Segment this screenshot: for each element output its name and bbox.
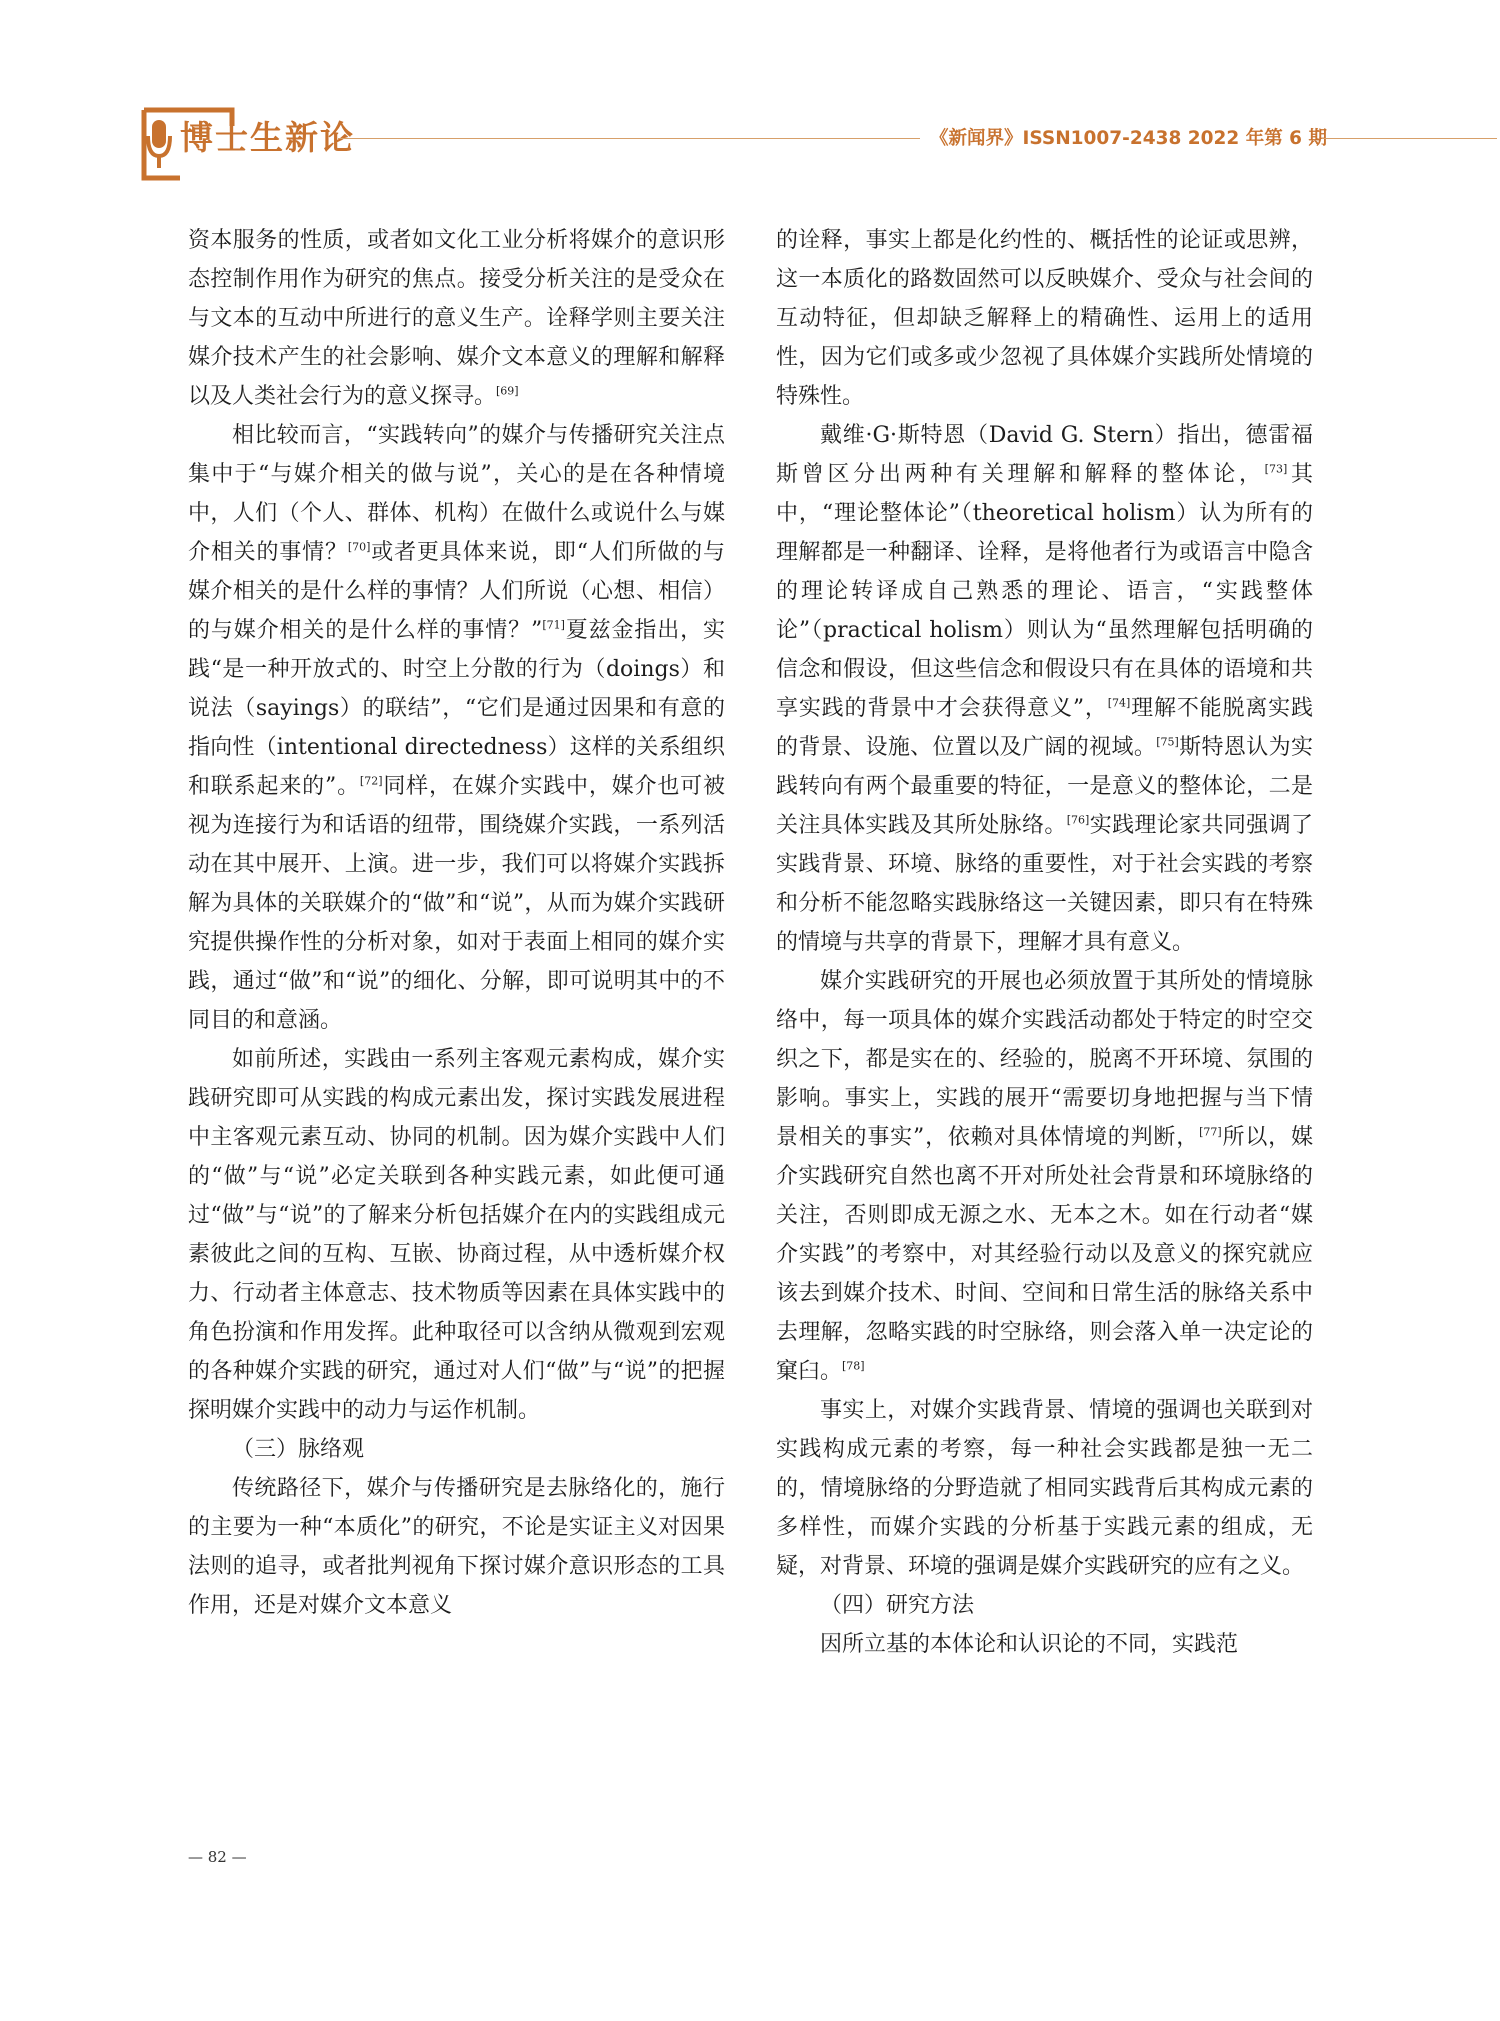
- paragraph-text: （四）研究方法: [820, 1593, 975, 1618]
- paragraph: [776, 221, 1313, 416]
- header-rule-left: [338, 138, 920, 139]
- paragraph-text: 斯特恩认为实践转向有两个最重要的特征，一是意义的整体论，二是关注具体实践及其所处脉络。: [776, 735, 1313, 838]
- paragraph: [776, 1625, 1313, 1664]
- paragraph: [188, 1469, 725, 1625]
- citation-marker: [74]: [1107, 696, 1131, 710]
- paragraph-text: 同样，在媒介实践中，媒介也可被视为连接行为和话语的纽带，围绕媒介实践，一系列活动在其中展开、上演。进一步，我们可以将媒介实践拆解为具体的关联媒介的“做”和“说”，从而为媒介实践研究提供操作性的分析对象，如对于表面上相同的媒介实践，通过“做”和“说”的细化、分解，即可说明其中的不同目的和意涵。: [188, 774, 725, 1033]
- paragraph-text: 传统路径下，媒介与传播研究是去脉络化的，施行的主要为一种“本质化”的研究，不论是实证主义对因果法则的追寻，或者批判视角下探讨媒介意识形态的工具作用，还是对媒介文本意义: [188, 1476, 725, 1618]
- paragraph-text: 戴维·G·斯特恩（David G. Stern）指出，德雷福斯曾区分出两种有关理解和解释的整体论，: [776, 423, 1313, 487]
- citation-marker: [77]: [1199, 1125, 1222, 1139]
- citation-marker: [76]: [1066, 813, 1090, 827]
- citation-marker: [75]: [1156, 735, 1179, 749]
- paragraph: [188, 1040, 725, 1430]
- header-rule-right: [1322, 138, 1497, 139]
- paragraph: [776, 1586, 1313, 1625]
- paragraph: [776, 962, 1313, 1391]
- paragraph-text: 如前所述，实践由一系列主客观元素构成，媒介实践研究即可从实践的构成元素出发，探讨实践发展进程中主客观元素互动、协同的机制。因为媒介实践中人们的“做”与“说”必定关联到各种实践元素，如此便可通过“做”与“说”的了解来分析包括媒介在内的实践组成元素彼此之间的互构、互嵌、协商过程，从中透析媒介权力、行动者主体意志、技术物质等因素在具体实践中的角色扮演和作用发挥。此种取径可以含纳从微观到宏观的各种媒介实践的研究，通过对人们“做”与“说”的把握探明媒介实践中的动力与运作机制。: [188, 1047, 725, 1423]
- citation-marker: [71]: [542, 618, 565, 632]
- citation-marker: [73]: [1264, 462, 1288, 476]
- paragraph-text: （三）脉络观: [232, 1437, 365, 1462]
- paragraph-text: 因所立基的本体论和认识论的不同，实践范: [820, 1632, 1239, 1657]
- citation-marker: [78]: [842, 1359, 865, 1373]
- paragraph: [188, 1430, 725, 1469]
- paragraph: [776, 1391, 1313, 1586]
- citation-marker: [72]: [359, 774, 383, 788]
- paragraph-text: 的诠释，事实上都是化约性的、概括性的论证或思辨，这一本质化的路数固然可以反映媒介、受众与社会间的互动特征，但却缺乏解释上的精确性、运用上的适用性，因为它们或多或少忽视了具体媒介实践所处情境的特殊性。: [776, 228, 1313, 409]
- paragraph-text: 事实上，对媒介实践背景、情境的强调也关联到对实践构成元素的考察，每一种社会实践都是独一无二的，情境脉络的分野造就了相同实践背后其构成元素的多样性，而媒介实践的分析基于实践元素的组成，无疑，对背景、环境的强调是媒介实践研究的应有之义。: [776, 1398, 1313, 1579]
- paragraph-text: 其中，“理论整体论”（theoretical holism）认为所有的理解都是一种翻译、诠释，是将他者行为或语言中隐含的理论转译成自己熟悉的理论、语言，“实践整体论”（practical holism）则认为“虽然理解包括明确的信念和假设，但这些信念和假设只有在具体的语境和共享实践的背景中才会获得意义”，: [776, 462, 1313, 721]
- paragraph-text: 媒介实践研究的开展也必须放置于其所处的情境脉络中，每一项具体的媒介实践活动都处于特定的时空交织之下，都是实在的、经验的，脱离不开环境、氛围的影响。事实上，实践的展开“需要切身地把握与当下情景相关的事实”，依赖对具体情境的判断，: [776, 969, 1313, 1150]
- paragraph-text: 或者更具体来说，即“人们所做的与媒介相关的是什么样的事情？人们所说（心想、相信）的与媒介相关的是什么样的事情？”: [188, 540, 725, 643]
- paragraph-text: 相比较而言，“实践转向”的媒介与传播研究关注点集中于“与媒介相关的做与说”，关心的是在各种情境中，人们（个人、群体、机构）在做什么或说什么与媒介相关的事情？: [188, 423, 725, 565]
- paragraph: [776, 416, 1313, 962]
- right-text-column: [776, 221, 1313, 1664]
- section-title: 博士生新论: [180, 118, 355, 157]
- citation-marker: [70]: [347, 540, 371, 554]
- paragraph-text: 理解不能脱离实践的背景、设施、位置以及广阔的视域。: [776, 696, 1313, 760]
- paragraph-text: 夏兹金指出，实践“是一种开放式的、时空上分散的行为（doings）和说法（sayings）的联结”，“它们是通过因果和有意的指向性（intentional directedness）这样的关系组织和联系起来的”。: [188, 618, 725, 799]
- paragraph-text: 资本服务的性质，或者如文化工业分析将媒介的意识形态控制作用作为研究的焦点。接受分析关注的是受众在与文本的互动中所进行的意义生产。诠释学则主要关注媒介技术产生的社会影响、媒介文本意义的理解和解释以及人类社会行为的意义探寻。: [188, 228, 725, 409]
- left-text-column: [188, 221, 725, 1625]
- citation-marker: [69]: [496, 384, 519, 398]
- paragraph: [188, 416, 725, 1040]
- journal-issue-info: 《新闻界》ISSN1007-2438 2022 年第 6 期: [930, 128, 1327, 149]
- paragraph-text: 所以，媒介实践研究自然也离不开对所处社会背景和环境脉络的关注，否则即成无源之水、无本之木。如在行动者“媒介实践”的考察中，对其经验行动以及意义的探究就应该去到媒介技术、时间、空间和日常生活的脉络关系中去理解，忽略实践的时空脉络，则会落入单一决定论的窠臼。: [776, 1125, 1313, 1384]
- page-number: — 82 —: [188, 1848, 247, 1866]
- paragraph-text: 实践理论家共同强调了实践背景、环境、脉络的重要性，对于社会实践的考察和分析不能忽略实践脉络这一关键因素，即只有在特殊的情境与共享的背景下，理解才具有意义。: [776, 813, 1313, 955]
- paragraph: [188, 221, 725, 416]
